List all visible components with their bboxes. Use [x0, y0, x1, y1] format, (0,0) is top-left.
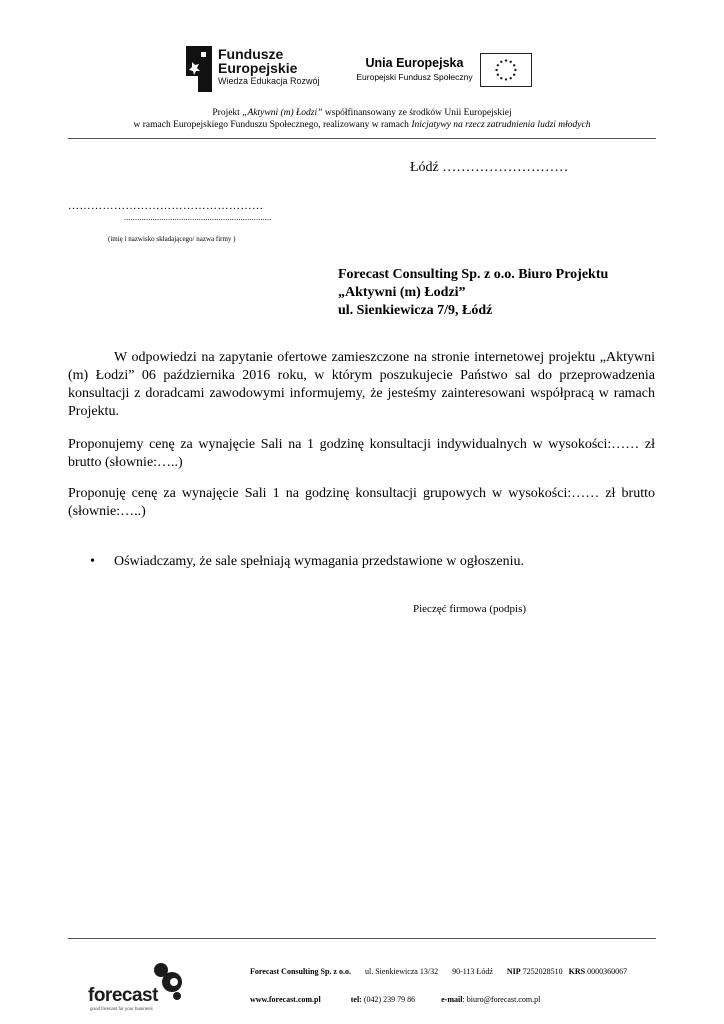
recipient-line2: „Aktywni (m) Łodzi” — [338, 285, 466, 300]
unia-europejska-logo — [352, 56, 542, 96]
footer-divider — [68, 938, 656, 939]
footer-contact-line — [250, 995, 540, 1004]
fe-logo-line3: Wiedza Edukacja Rozwój — [218, 76, 320, 86]
ue-logo-line1: Unia Europejska — [365, 56, 464, 70]
footer-website[interactable]: www.forecast.com.pl — [250, 995, 321, 1004]
footer-postal: 90-113 Łódź — [452, 967, 493, 976]
footer-email-label: e-mail — [441, 995, 463, 1004]
footer-tel: (042) 239 79 86 — [363, 995, 416, 1004]
recipient-address — [338, 266, 608, 320]
sender-caption: (imię i nazwisko składającego/ nazwa firmy ) — [108, 235, 236, 243]
seal-signature-label: Pieczęć firmowa (podpis) — [413, 603, 527, 615]
sender-dots-line1: …………………………………………… — [68, 200, 264, 212]
fundusze-europejskie-logo — [186, 46, 346, 96]
footer-nip: 7252028510 — [522, 967, 563, 976]
bullet-declaration: • Oświadczamy, że sale spełniają wymagania przedstawione w ogłoszeniu. — [90, 554, 524, 569]
forecast-logo — [88, 960, 188, 1015]
footer-company: Forecast Consulting Sp. z o.o. — [250, 967, 351, 976]
forecast-logo-tagline: good forecast for your business — [90, 1006, 153, 1011]
forecast-logo-word: forecast — [88, 985, 158, 1006]
fe-logo-line2: Europejskie — [218, 60, 298, 76]
recipient-line3: ul. Sienkiewicza 7/9, Łódź — [338, 303, 493, 318]
project-info-line1: Projekt „Aktywni (m) Łodzi” współfinansowany ze środków Unii Europejskiej — [212, 108, 512, 118]
bullet-icon: • — [90, 554, 95, 569]
footer-krs-label: KRS — [568, 967, 586, 976]
footer-address: ul. Sienkiewicza 13/32 — [364, 967, 439, 976]
ue-logo-line2: Europejski Fundusz Społeczny — [356, 72, 473, 82]
fundusze-europejskie-star-icon — [186, 46, 212, 92]
header-divider — [68, 138, 656, 139]
paragraph-individual-price: Proponujemy cenę za wynajęcie Sali na 1 godzinę konsultacji indywidualnych w wysokości:…… zł brutto (słownie:…..) — [68, 437, 655, 470]
project-info-line2: w ramach Europejskiego Funduszu Społecznego, realizowany w ramach Inicjatywy na rzecz zatrudnienia ludzi młodych — [133, 120, 591, 130]
footer-company-line — [250, 967, 627, 976]
paragraph-intro: W odpowiedzi na zapytanie ofertowe zamieszczone na stronie internetowej projektu „Aktywni (m) Łodzi” 06 października 2016 roku, w którym poszukujecie Państwo sal do przeprowadzenia konsultacji z doradcami zawodowymi informujemy, że jesteśmy zainteresowani współpracą w ramach Projektu. — [68, 350, 655, 419]
fe-logo-line1: Fundusze — [218, 46, 284, 62]
footer-email[interactable]: : biuro@forecast.com.pl — [462, 995, 541, 1004]
sender-dots-line2: ................................................................... — [124, 213, 272, 222]
footer-krs: 0000360067 — [587, 967, 628, 976]
place-date: Łódź ……………………… — [410, 160, 569, 175]
recipient-line1: Forecast Consulting Sp. z o.o. Biuro Projektu — [338, 267, 609, 282]
eu-flag-icon — [480, 53, 532, 87]
footer-nip-label: NIP — [506, 967, 521, 976]
paragraph-group-price: Proponuję cenę za wynajęcie Sali 1 na godzinę konsultacji grupowych w wysokości:…… zł brutto (słownie:…..) — [68, 486, 655, 519]
footer-tel-label: tel: — [350, 995, 362, 1004]
